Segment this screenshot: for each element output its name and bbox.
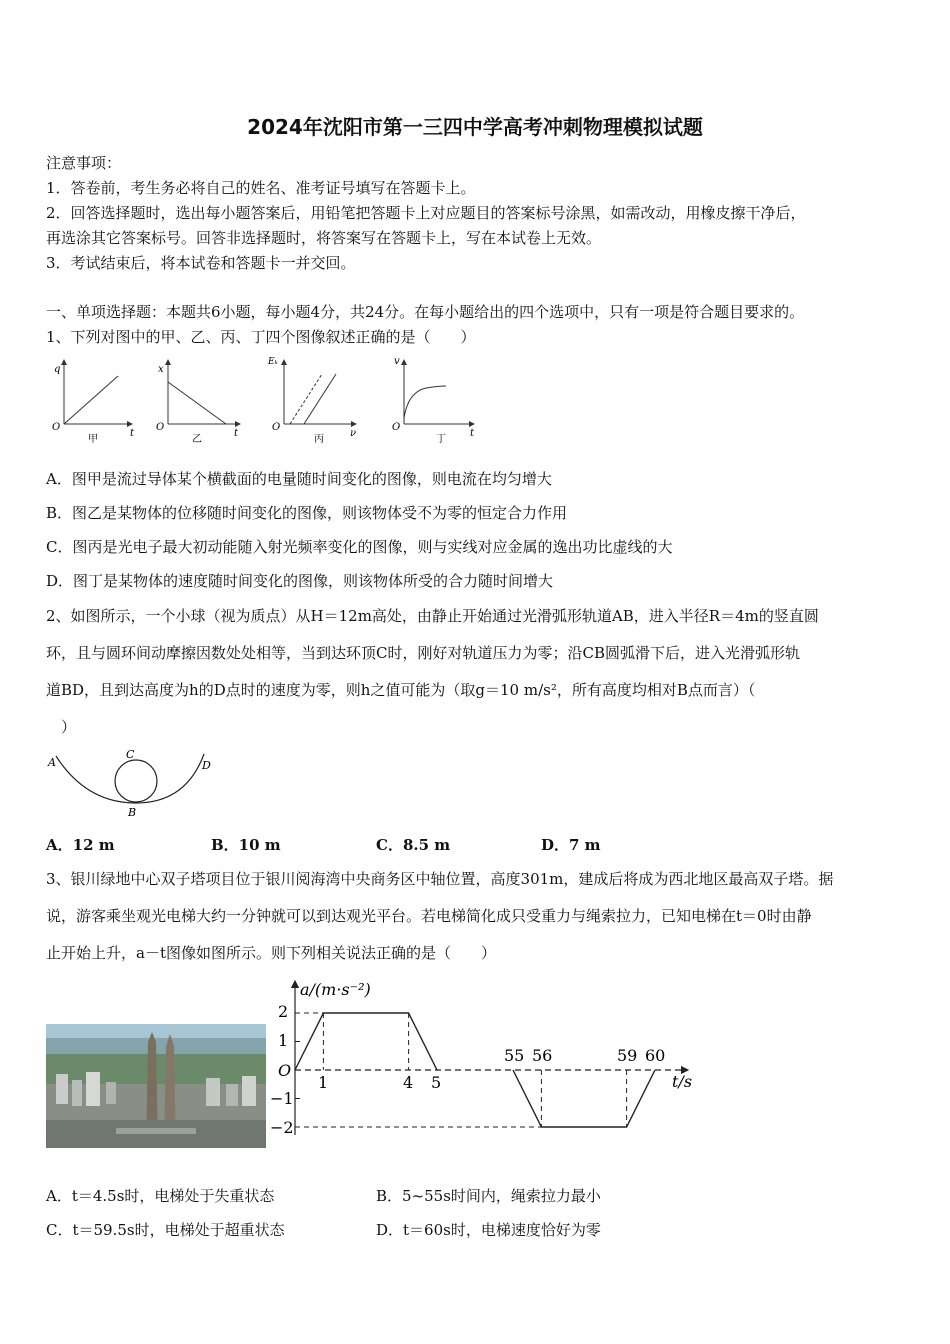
graph-bing-xlabel: ν [350, 428, 357, 439]
q1-graphs [46, 352, 486, 452]
graph-jia-ylabel: q [54, 364, 61, 375]
at-xtick-55: 55 [504, 1046, 525, 1065]
q3-at-graph [270, 975, 700, 1150]
q2-line-3: 道BD，且到达高度为h的D点时的速度为零，则h之值可能为（取g＝10 m/s²，所有高度均相对B点而言）（ [46, 681, 756, 699]
at-xtick-59: 59 [617, 1046, 638, 1065]
q2-line-4: ） [46, 718, 77, 736]
notice-item-1: 1．答卷前，考生务必将自己的姓名、准考证号填写在答题卡上。 [46, 179, 476, 197]
q2-option-a: A．12 m [46, 836, 115, 854]
at-xtick-1: 1 [318, 1073, 329, 1092]
at-ylabel: a/(m·s⁻²) [300, 980, 371, 999]
graph-jia-xlabel: t [130, 428, 135, 439]
graph-ding-xlabel: t [470, 428, 475, 439]
graph-ding-ylabel: v [394, 356, 400, 367]
graph-yi-caption: 乙 [192, 434, 202, 445]
q2-option-c: C．8.5 m [376, 836, 451, 854]
twin-towers-photo [46, 1024, 266, 1148]
q2-line-1: 2、如图所示，一个小球（视为质点）从H＝12m高处，由静止开始通过光滑弧形轨道AB，进入半径R＝4m的竖直圆 [46, 607, 819, 625]
q2-label-c: C [126, 748, 135, 761]
q2-track-figure [46, 748, 226, 823]
q1-option-c: C．图丙是光电子最大初动能随入射光频率变化的图像，则与实线对应金属的逸出功比虚线的大 [46, 538, 673, 556]
at-series-line-negative [513, 1070, 655, 1127]
graph-ding-origin: O [392, 422, 401, 433]
at-origin: O [278, 1061, 292, 1080]
at-xtick-60: 60 [645, 1046, 666, 1065]
at-ytick-2: 2 [278, 1002, 289, 1021]
notice-item-2-cont: 再选涂其它答案标号。回答非选择题时，将答案写在答题卡上，写在本试卷上无效。 [46, 229, 602, 247]
q2-label-d: D [202, 759, 211, 772]
q1-option-a: A．图甲是流过导体某个横截面的电量随时间变化的图像，则电流在均匀增大 [46, 470, 552, 488]
section-heading: 一、单项选择题：本题共6小题，每小题4分，共24分。在每小题给出的四个选项中，只有一项是符合题目要求的。 [46, 303, 805, 321]
at-xlabel: t/s [672, 1072, 693, 1091]
q1-stem: 1、下列对图中的甲、乙、丙、丁四个图像叙述正确的是（ ） [46, 328, 476, 346]
graph-bing [267, 357, 356, 445]
graph-bing-origin: O [272, 422, 281, 433]
at-ytick-1: 1 [278, 1031, 289, 1050]
q3-line-2: 说，游客乘坐观光电梯大约一分钟就可以到达观光平台。若电梯简化成只受重力与绳索拉力，已知电梯在t＝0时由静 [46, 907, 812, 925]
graph-ding [392, 356, 475, 445]
q3-option-a: A．t＝4.5s时，电梯处于失重状态 [46, 1187, 275, 1205]
q2-option-d: D．7 m [541, 836, 601, 854]
graph-ding-caption: 丁 [436, 434, 446, 445]
graph-jia-caption: 甲 [88, 434, 98, 445]
at-ytick-neg2: −2 [270, 1118, 294, 1137]
graph-bing-caption: 丙 [314, 434, 324, 445]
q3-option-c: C．t＝59.5s时，电梯处于超重状态 [46, 1221, 285, 1239]
q3-line-1: 3、银川绿地中心双子塔项目位于银川阅海湾中央商务区中轴位置，高度301m，建成后将成为西北地区最高双子塔。据 [46, 870, 834, 888]
q3-option-d: D．t＝60s时，电梯速度恰好为零 [376, 1221, 601, 1239]
at-xtick-56: 56 [532, 1046, 553, 1065]
at-xtick-5: 5 [431, 1073, 442, 1092]
graph-yi-origin: O [156, 422, 165, 433]
page-title: 2024年沈阳市第一三四中学高考冲刺物理模拟试题 [247, 115, 703, 139]
graph-jia [52, 360, 135, 445]
q2-label-b: B [128, 806, 137, 819]
graph-yi-ylabel: x [158, 364, 164, 375]
graph-yi [156, 360, 240, 445]
q1-option-b: B．图乙是某物体的位移随时间变化的图像，则该物体受不为零的恒定合力作用 [46, 504, 568, 522]
notice-item-3: 3．考试结束后，将本试卷和答题卡一并交回。 [46, 254, 356, 272]
q1-option-d: D．图丁是某物体的速度随时间变化的图像，则该物体所受的合力随时间增大 [46, 572, 554, 590]
q3-option-b: B．5~55s时间内，绳索拉力最小 [376, 1187, 601, 1205]
graph-bing-ylabel: Eₖ [268, 357, 278, 367]
graph-yi-xlabel: t [234, 428, 239, 439]
at-series-line-positive [295, 1013, 437, 1070]
notice-item-2: 2．回答选择题时，选出每小题答案后，用铅笔把答题卡上对应题目的答案标号涂黑，如需改动，用橡皮擦干净后， [46, 204, 806, 222]
at-xtick-4: 4 [403, 1073, 414, 1092]
q3-line-3: 止开始上升，a－t图像如图所示。则下列相关说法正确的是（ ） [46, 944, 496, 962]
notice-heading: 注意事项： [46, 154, 122, 172]
q2-option-b: B．10 m [211, 836, 281, 854]
q2-line-2: 环，且与圆环间动摩擦因数处处相等，当到达环顶C时，刚好对轨道压力为零；沿CB圆弧滑下后，进入光滑弧形轨 [46, 644, 800, 662]
graph-jia-origin: O [52, 422, 61, 433]
at-ytick-neg1: −1 [270, 1089, 294, 1108]
q2-label-a: A [48, 756, 56, 769]
